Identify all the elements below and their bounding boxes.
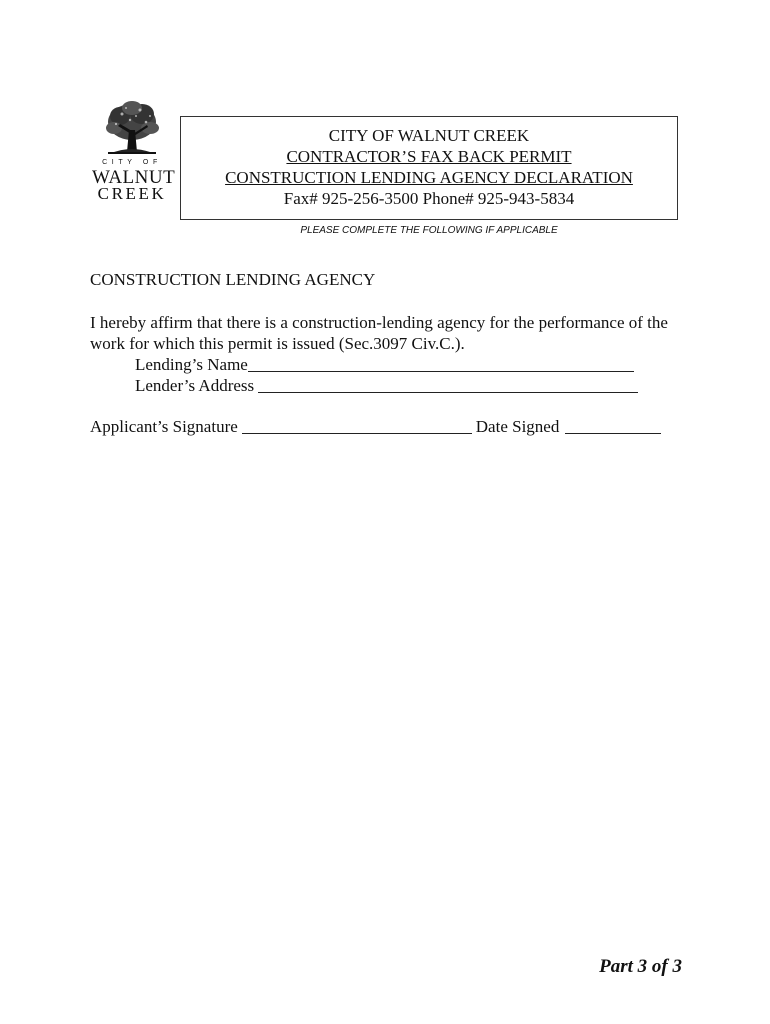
header-declaration-title: CONSTRUCTION LENDING AGENCY DECLARATION xyxy=(225,168,633,187)
lender-address-field xyxy=(135,375,638,396)
logo-walnut: WALNUT xyxy=(92,167,176,188)
header-permit-title: CONTRACTOR’S FAX BACK PERMIT xyxy=(286,147,572,166)
lending-name-label: Lending’s Name xyxy=(135,355,248,374)
header-city: CITY OF WALNUT CREEK xyxy=(328,126,530,145)
header-contact: Fax# 925-256-3500 Phone# 925-943-5834 xyxy=(283,189,575,208)
lending-name-field xyxy=(135,354,634,375)
page-part-indicator: Part 3 of 3 xyxy=(599,956,682,977)
section-title: CONSTRUCTION LENDING AGENCY xyxy=(90,270,376,289)
lender-address-label: Lender’s Address xyxy=(135,376,255,395)
header-box xyxy=(180,116,678,220)
logo-creek: CREEK xyxy=(97,184,167,203)
lender-address-line[interactable] xyxy=(258,376,638,393)
signature-row xyxy=(90,416,661,437)
applicant-signature-label: Applicant’s Signature xyxy=(90,417,238,436)
instruction-note: PLEASE COMPLETE THE FOLLOWING IF APPLICABLE xyxy=(300,225,558,236)
date-signed-line[interactable] xyxy=(565,417,661,434)
logo-city-of: CITY OF xyxy=(102,159,162,166)
affirmation-text: I hereby affirm that there is a construction-lending agency for the performance of the work for which this permit is issued (Sec.3097 Civ.C.). xyxy=(90,313,668,353)
applicant-signature-line[interactable] xyxy=(242,417,472,434)
oak-tree-icon xyxy=(100,100,164,160)
lending-name-line[interactable] xyxy=(248,355,634,372)
city-logo xyxy=(92,100,174,204)
date-signed-label: Date Signed xyxy=(475,417,560,436)
